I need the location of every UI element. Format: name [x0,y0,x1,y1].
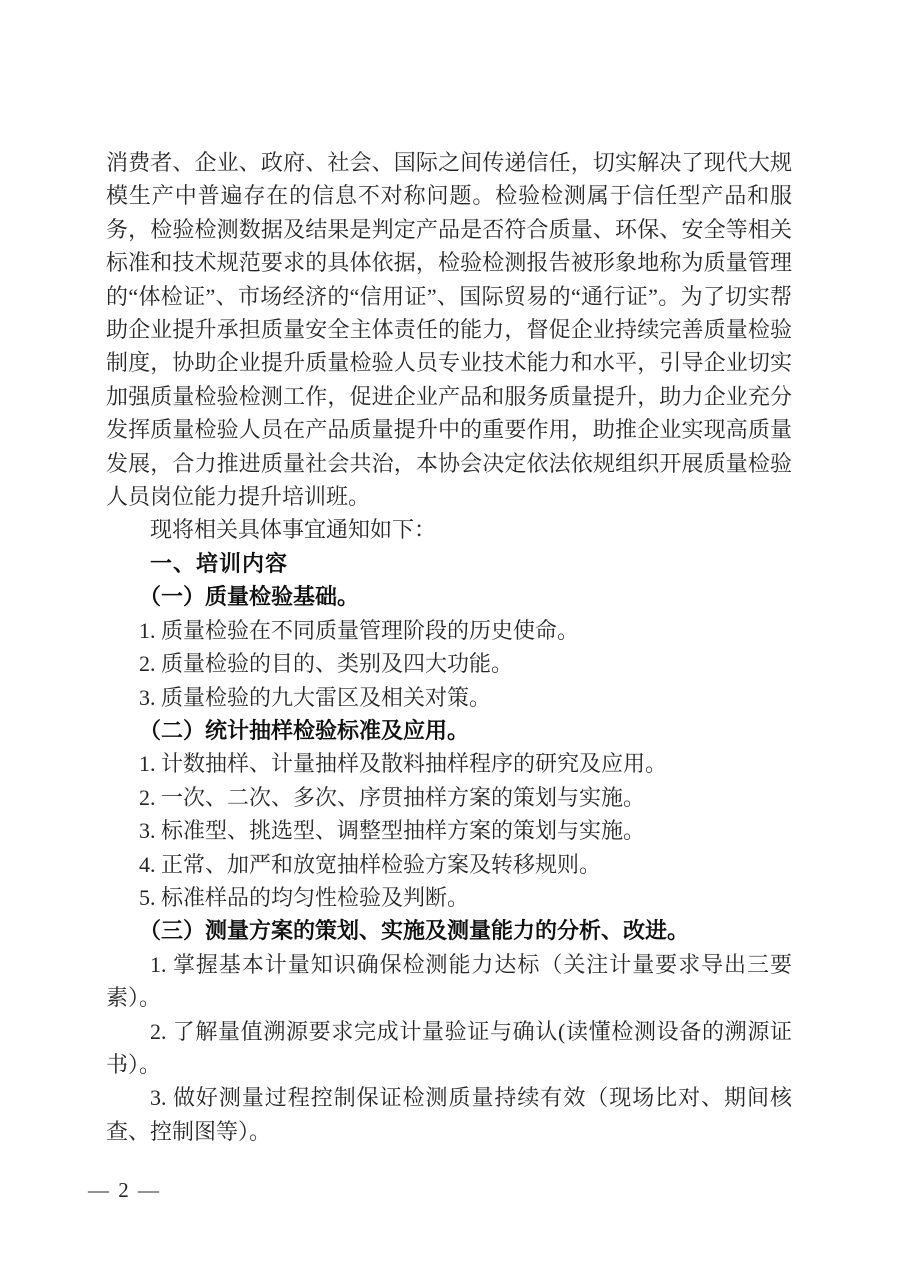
subsection-2-title: （二）统计抽样检验标准及应用。 [139,717,470,743]
subsection-3-item-1: 1. 掌握基本计量知识确保检测能力达标（关注计量要求导出三要素）。 [106,951,792,1011]
page-number: — 2 — [88,1178,161,1202]
subsection-1-title: （一）质量检验基础。 [139,584,360,610]
subsection-2-item-4: 4. 正常、加严和放宽抽样检验方案及转移规则。 [139,851,602,877]
subsection-2-item-1: 1. 计数抽样、计量抽样及散料抽样程序的研究及应用。 [139,751,668,777]
subsection-1-item-3: 3. 质量检验的九大雷区及相关对策。 [139,684,492,710]
subsection-2-item-5: 5. 标准样品的均匀性检验及判断。 [139,884,470,910]
subsection-3-title: （三）测量方案的策划、实施及测量能力的分析、改进。 [139,918,690,944]
document-body [106,146,792,1148]
subsection-3-item-2: 2. 了解量值溯源要求完成计量验证与确认(读懂检测设备的溯源证书）。 [106,1018,792,1077]
subsection-3-item-3: 3. 做好测量过程控制保证检测质量持续有效（现场比对、期间核查、控制图等）。 [106,1085,792,1144]
section-title: 一、培训内容 [150,550,289,576]
subsection-2-item-2: 2. 一次、二次、多次、序贯抽样方案的策划与实施。 [139,784,646,810]
intro-paragraph: 消费者、企业、政府、社会、国际之间传递信任，切实解决了现代大规模生产中普遍存在的信息不对称问题。检验检测属于信任型产品和服务，检验检测数据及结果是判定产品是否符合质量、环保、安全等相关标准和技术规范要求的具体依据，检验检测报告被形象地称为质量管理的“体检证”、市场经济的“信用证”、国际贸易的“通行证”。为了切实帮助企业提升承担质量安全主体责任的能力，督促企业持续完善质量检验制度，协助企业提升质量检验人员专业技术能力和水平，引导企业切实加强质量检验检测工作，促进企业产品和服务质量提升，助力企业充分发挥质量检验人员在产品质量提升中的重要作用，助推企业实现高质量发展，合力推进质量社会共治，本协会决定依法依规组织开展质量检验人员岗位能力提升培训班。 [106,150,792,510]
notice-line: 现将相关具体事宜通知如下： [150,517,437,543]
subsection-1-item-1: 1. 质量检验在不同质量管理阶段的历史使命。 [139,617,580,643]
subsection-1-item-2: 2. 质量检验的目的、类别及四大功能。 [139,651,514,677]
subsection-2-item-3: 3. 标准型、挑选型、调整型抽样方案的策划与实施。 [139,818,646,844]
